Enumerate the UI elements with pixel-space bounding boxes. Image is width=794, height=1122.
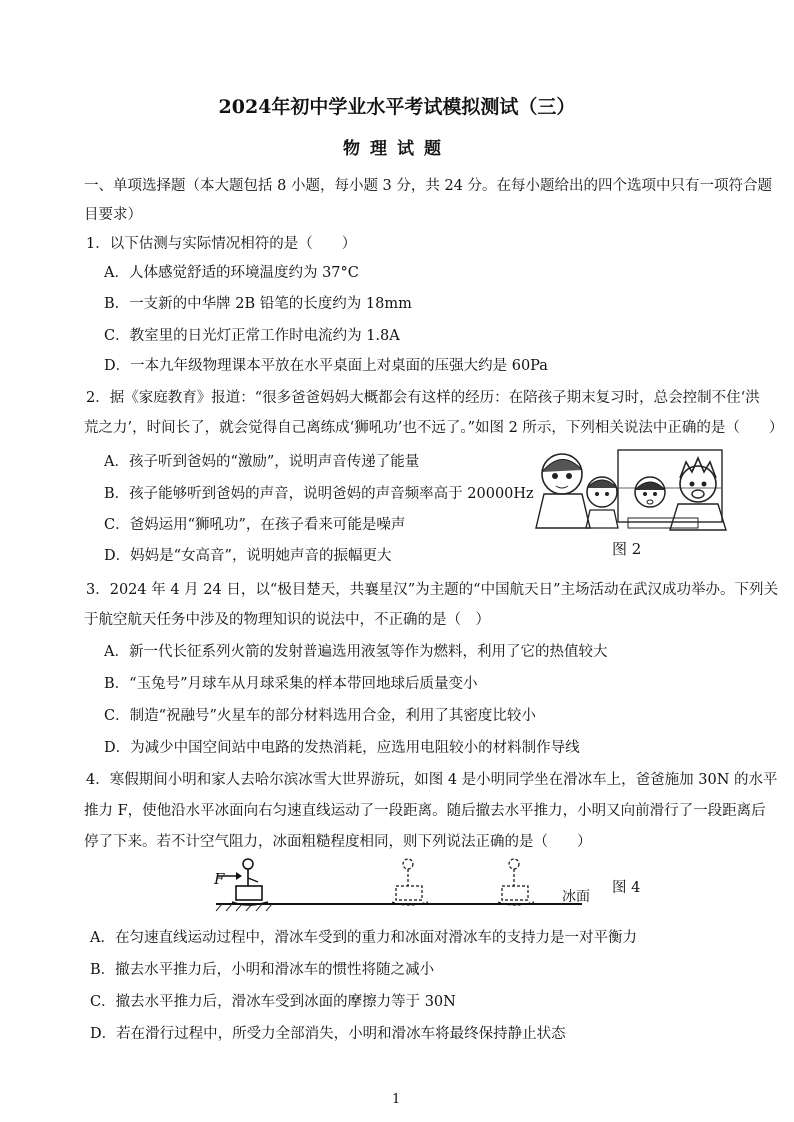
sled-on-ice-figure bbox=[212, 856, 602, 912]
figure2-caption: 图 2 bbox=[612, 540, 642, 558]
q1-option-d: D．一本九年级物理课本平放在水平桌面上对桌面的压强大约是 60Pa bbox=[104, 358, 548, 374]
q4-option-b: B．撤去水平推力后，小明和滑冰车的惯性将随之减小 bbox=[90, 962, 435, 978]
page-number: 1 bbox=[392, 1092, 401, 1107]
q2-option-b: B．孩子能够听到爸妈的声音，说明爸妈的声音频率高于 20000Hz bbox=[104, 486, 534, 502]
section-heading-cont: 目要求） bbox=[84, 207, 142, 223]
force-label: F bbox=[214, 870, 225, 888]
q4-option-d: D．若在滑行过程中，所受力全部消失，小明和滑冰车将最终保持静止状态 bbox=[90, 1026, 566, 1042]
q1-option-a: A．人体感觉舒适的环境温度约为 37°C bbox=[104, 265, 359, 281]
q1-option-c: C．教室里的日光灯正常工作时电流约为 1.8A bbox=[104, 328, 400, 344]
q2-stem: 2．据《家庭教育》报道：“很多爸爸妈妈大概都会有这样的经历：在陪孩子期末复习时，总会控制不住‘洪 bbox=[86, 390, 760, 406]
q3-option-c: C．制造“祝融号”火星车的部分材料选用合金，利用了其密度比较小 bbox=[104, 708, 536, 724]
q2-stem-cont: 荒之力’，时间长了，就会觉得自己离练成‘狮吼功’也不远了。”如图 2 所示，下列相关说法中正确的是（ ） bbox=[84, 420, 784, 436]
ice-surface-label: 冰面 bbox=[562, 889, 590, 905]
q3-stem: 3．2024 年 4 月 24 日，以“极目楚天，共襄星汉”为主题的“中国航天日”主场活动在武汉成功举办。下列关 bbox=[86, 582, 778, 598]
q3-stem-cont: 于航空航天任务中涉及的物理知识的说法中，不正确的是（ ） bbox=[84, 612, 490, 628]
q1-option-b: B．一支新的中华牌 2B 铅笔的长度约为 18mm bbox=[104, 296, 412, 312]
q4-stem: 4．寒假期间小明和家人去哈尔滨冰雪大世界游玩，如图 4 是小明同学坐在滑冰车上，爸爸施加 30N 的水平 bbox=[86, 772, 778, 788]
figure4-caption: 图 4 bbox=[612, 880, 641, 896]
exam-title: 2024年初中学业水平考试模拟测试（三） bbox=[218, 96, 576, 118]
q1-stem: 1．以下估测与实际情况相符的是（ ） bbox=[86, 236, 357, 252]
q3-option-b: B．“玉兔号”月球车从月球采集的样本带回地球后质量变小 bbox=[104, 676, 478, 692]
q4-option-a: A．在匀速直线运动过程中，滑冰车受到的重力和冰面对滑冰车的支持力是一对平衡力 bbox=[90, 930, 637, 946]
family-cartoon-figure bbox=[532, 448, 728, 534]
q3-option-d: D．为减少中国空间站中电路的发热消耗，应选用电阻较小的材料制作导线 bbox=[104, 740, 580, 756]
q2-option-a: A．孩子听到爸妈的“激励”，说明声音传递了能量 bbox=[104, 454, 420, 470]
q4-option-c: C．撤去水平推力后，滑冰车受到冰面的摩擦力等于 30N bbox=[90, 994, 456, 1010]
q4-stem-cont: 推力 F，使他沿水平冰面向右匀速直线运动了一段距离。随后撤去水平推力，小明又向前滑行了一段距离后 bbox=[84, 803, 766, 819]
q4-stem-cont2: 停了下来。若不计空气阻力，冰面粗糙程度相同，则下列说法正确的是（ ） bbox=[84, 834, 592, 850]
q3-option-a: A．新一代长征系列火箭的发射普遍选用液氢等作为燃料，利用了它的热值较大 bbox=[104, 644, 608, 660]
section-heading: 一、单项选择题（本大题包括 8 小题，每小题 3 分，共 24 分。在每小题给出的四个选项中只有一项符合题 bbox=[84, 178, 773, 194]
exam-subtitle: 物理试题 bbox=[343, 139, 451, 159]
q2-option-c: C．爸妈运用“狮吼功”，在孩子看来可能是噪声 bbox=[104, 517, 406, 533]
q2-option-d: D．妈妈是“女高音”，说明她声音的振幅更大 bbox=[104, 548, 392, 564]
